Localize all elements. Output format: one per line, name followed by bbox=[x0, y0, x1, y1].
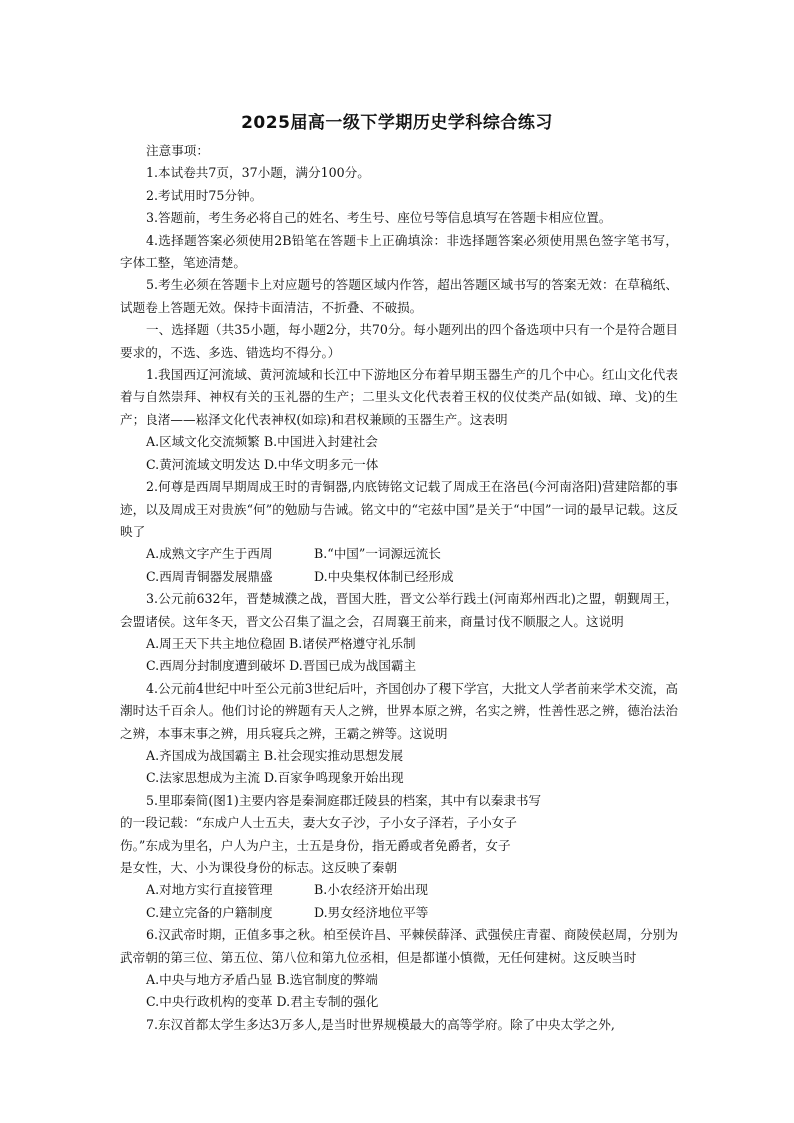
page-title: 2025届高一级下学期历史学科综合练习 bbox=[241, 113, 553, 133]
question-stem-line: 伤。”东成为里名，户人为户主，士五是身份，指无爵或者免爵者，女子 bbox=[120, 837, 511, 853]
option-c: C.西周青铜器发展鼎盛 bbox=[146, 568, 273, 584]
question-stem: 2.何尊是西周早期周成王时的青铜器,内底铸铭文记载了周成王在洛邑(今河南洛阳)营建陪都的事迹，以及周成王对贵族“何”的勉励与告诫。铭文中的“宅兹中国”是关于“中国”一词的最早记载。这反映了 bbox=[120, 479, 678, 539]
option-d: D.男女经济地位平等 bbox=[314, 904, 429, 920]
option-b: B.小农经济开始出现 bbox=[314, 882, 429, 898]
option-line: A.中央与地方矛盾凸显 B.选官制度的弊端 bbox=[146, 972, 378, 988]
option-line: C.中央行政机构的变革 D.君主专制的强化 bbox=[146, 994, 379, 1010]
option-line: A.齐国成为战国霸主 B.社会现实推动思想发展 bbox=[146, 747, 404, 763]
exam-body bbox=[120, 140, 678, 1036]
question-stem-line: 是女性，大、小为课役身份的标志。这反映了秦朝 bbox=[120, 860, 398, 875]
notice-item: 5.考生必须在答题卡上对应题号的答题区域内作答，超出答题区域书写的答案无效：在草稿纸、试题卷上答题无效。保持卡面清洁，不折叠、不破损。 bbox=[120, 277, 678, 315]
section-heading: 一、选择题（共35小题，每小题2分，共70分。每小题列出的四个备选项中只有一个是符合题目要求的，不选、多选、错选均不得分。） bbox=[120, 322, 678, 360]
option-line: C.法家思想成为主流 D.百家争鸣现象开始出现 bbox=[146, 770, 404, 786]
option-a: A.成熟文字产生于西周 bbox=[146, 546, 273, 562]
question-stem: 1.我国西辽河流域、黄河流域和长江中下游地区分布着早期玉器生产的几个中心。红山文化代表着与自然崇拜、神权有关的玉礼器的生产；二里头文化代表着王权的仪仗类产品(如钺、璋、戈)的生产；良渚——崧泽文化代表神权(如琮)和君权兼顾的玉器生产。这表明 bbox=[120, 367, 678, 427]
option-line: A.区域文化交流频繁 B.中国进入封建社会 bbox=[146, 434, 378, 450]
option-d: D.中央集权体制已经形成 bbox=[314, 568, 454, 584]
question-stem: 6.汉武帝时期，正值多事之秋。柏至侯许昌、平棘侯薛泽、武强侯庄青翟、商陵侯赵周，分别为武帝朝的第三位、第五位、第八位和第九位丞相，但是都谨小慎微，无任何建树。这反映当时 bbox=[120, 927, 678, 965]
option-line bbox=[120, 879, 678, 901]
question-stem-line: 的一段记载：“东成户人士五夫，妻大女子沙，子小女子泽若，子小女子 bbox=[120, 815, 517, 831]
option-b: B.“中国”一词源远流长 bbox=[314, 546, 441, 562]
question-stem: 4.公元前4世纪中叶至公元前3世纪后叶，齐国创办了稷下学宫，大批文人学者前来学术交流，高潮时达千百余人。他们讨论的辨题有天人之辨，世界本原之辨，名实之辨，性善性恶之辨，德治法治之辨，本事末事之辨，用兵寝兵之辨，王霸之辨等。这说明 bbox=[120, 680, 678, 741]
notice-item: 4.选择题答案必须使用2B铅笔在答题卡上正确填涂：非选择题答案必须使用黑色签字笔书写，字体工整，笔迹清楚。 bbox=[120, 232, 678, 271]
option-line: C.黄河流域文明发达 D.中华文明多元一体 bbox=[146, 456, 379, 472]
option-a: A.对地方实行直接管理 bbox=[146, 882, 273, 898]
option-line: C.西周分封制度遭到破坏 D.晋国已成为战国霸主 bbox=[146, 658, 417, 674]
notice-item: 3.答题前，考生务必将自己的姓名、考生号、座位号等信息填写在答题卡相应位置。 bbox=[146, 210, 612, 226]
notice-item: 1.本试卷共7页，37小题，满分100分。 bbox=[146, 165, 370, 181]
question-stem: 3.公元前632年，晋楚城濮之战，晋国大胜，晋文公举行践土(河南郑州西北)之盟，朝觐周王，会盟诸侯。这年冬天，晋文公召集了温之会，召周襄王前来，商量讨伐不顺服之人。这说明 bbox=[120, 591, 678, 629]
question-stem-line: 5.里耶秦简(图1)主要内容是秦洞庭郡迁陵县的档案，其中有以秦隶书写 bbox=[146, 792, 542, 808]
option-c: C.建立完备的户籍制度 bbox=[146, 904, 273, 920]
notice-heading: 注意事项： bbox=[146, 143, 209, 158]
option-line bbox=[120, 566, 678, 588]
option-line bbox=[120, 902, 678, 924]
option-line: A.周王天下共主地位稳固 B.诸侯严格遵守礼乐制 bbox=[146, 635, 416, 651]
question-stem: 7.东汉首都太学生多达3万多人,是当时世界规模最大的高等学府。除了中央太学之外, bbox=[146, 1016, 615, 1032]
notice-item: 2.考试用时75分钟。 bbox=[146, 187, 263, 203]
option-line bbox=[120, 543, 678, 565]
